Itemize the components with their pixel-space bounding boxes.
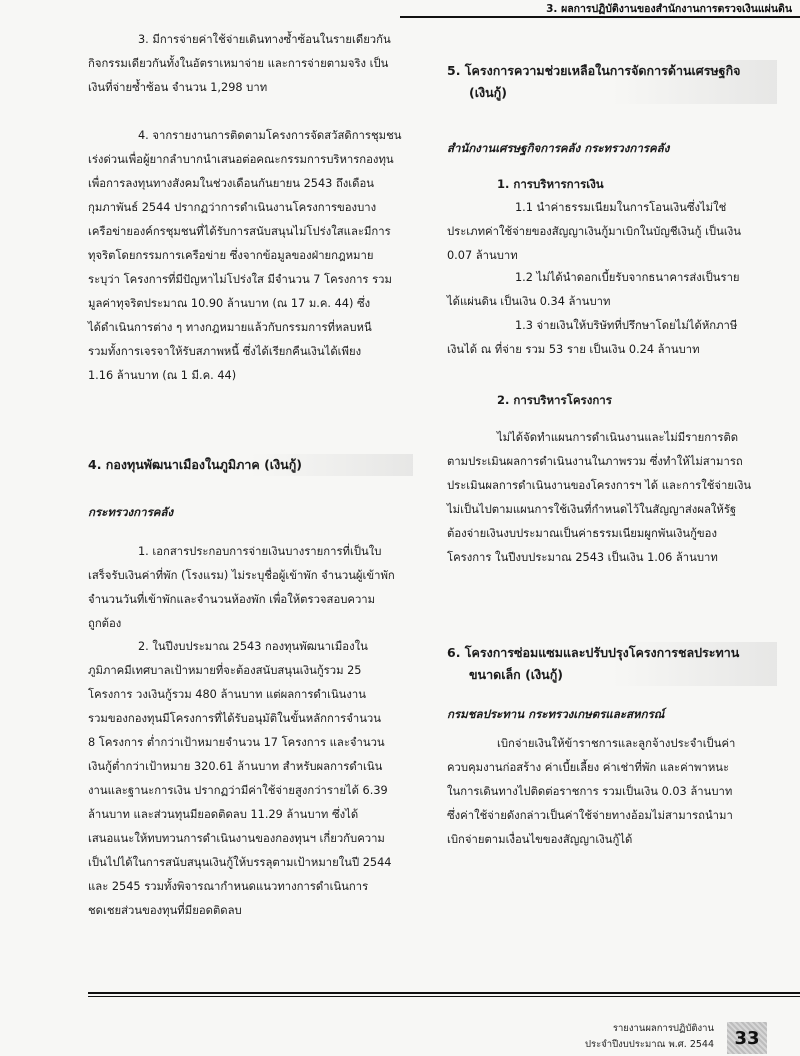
section-5-heading: 5. โครงการความช่วยเหลือในการจัดการด้านเศรษฐกิจ (เงินกู้) <box>447 60 777 104</box>
header-rule <box>400 16 800 18</box>
section-5-agency: สำนักงานเศรษฐกิจการคลัง กระทรวงการคลัง <box>447 141 670 155</box>
paragraph-3: 3. มีการจ่ายค่าใช้จ่ายเดินทางซ้ำซ้อนในรายเดียวกัน กิจกรรมเดียวกันทั้งในอัตราเหมาจ่าย และการจ่ายตามจริง เป็น เงินที่จ่ายซ้ำซ้อน จำนวน 1,298 บาท <box>88 33 391 94</box>
section-6-heading: 6. โครงการซ่อมแซมและปรับปรุงโครงการชลประทาน ขนาดเล็ก (เงินกู้) <box>447 642 777 686</box>
section-4-agency: กระทรวงการคลัง <box>88 505 174 519</box>
section-5-subheading-2: 2. การบริหารโครงการ <box>497 393 612 407</box>
section-5-item-1-1: 1.1 นำค่าธรรมเนียมในการโอนเงินซึ่งไม่ใช่ ประเภทค่าใช้จ่ายของสัญญาเงินกู้มาเบิกในบัญชีเงินกู้ เป็นเงิน 0.07 ล้านบาท <box>447 201 741 262</box>
section-5-item-1-2: 1.2 ไม่ได้นำดอกเบี้ยรับจากธนาคารส่งเป็นราย ได้แผ่นดิน เป็นเงิน 0.34 ล้านบาท <box>447 271 740 308</box>
section-4-heading: 4. กองทุนพัฒนาเมืองในภูมิภาค (เงินกู้) <box>88 454 413 476</box>
section-6-agency: กรมชลประทาน กระทรวงเกษตรและสหกรณ์ <box>447 707 665 721</box>
section-5-subheading-1: 1. การบริหารการเงิน <box>497 177 604 191</box>
section-4-item-1: 1. เอกสารประกอบการจ่ายเงินบางรายการที่เป็นใบ เสร็จรับเงินค่าที่พัก (โรงแรม) ไม่ระบุชื่อผู้เข้าพัก จำนวนผู้เข้าพัก จำนวนวันที่เข้าพักและจำนวนห้องพัก เพื่อให้ตรวจสอบความ ถูกต้อง <box>88 545 395 630</box>
paragraph-4: 4. จากรายงานการติดตามโครงการจัดสวัสดิการชุมชน เร่งด่วนเพื่อผู้ยากลำบากนำเสนอต่อคณะกรรมการบริหารกองทุน เพื่อการลงทุนทางสังคมในช่วงเดือนกันยายน 2543 ถึงเดือน กุมภาพันธ์ 2544 ปรากฏว่าการดำเนินงานโครงการของบาง เครือข่ายองค์กรชุมชนที่ได้รับการสนับสนุนไม่โปร่งใสและมีการ ทุจริตโดยกรรมการเครือข่าย ซึ่งจากข้อมูลของฝ่ายกฎหมาย ระบุว่า โครงการที่มีปัญหาไม่โปร่งใส มีจำนวน 7 โครงการ รวม มูลค่าทุจริตประมาณ 10.90 ล้านบาท (ณ 17 ม.ค. 44) ซึ่ง ได้ดำเนินการต่าง ๆ ทางกฎหมายแล้วกับกรรมการที่หลบหนี รวมทั้งการเจรจาให้รับสภาพหนี้ ซึ่งได้เรียกคืนเงินได้เพียง 1.16 ล้านบาท (ณ 1 มี.ค. 44) <box>88 129 402 382</box>
page-number: 33 <box>727 1022 767 1054</box>
footer-rule <box>88 992 800 997</box>
section-6-item-1: เบิกจ่ายเงินให้ข้าราชการและลูกจ้างประจำเป็นค่า ควบคุมงานก่อสร้าง ค่าเบี้ยเลี้ยง ค่าเช่าที่พัก และค่าพาหนะ ในการเดินทางไปติดต่อราชการ รวมเป็นเงิน 0.03 ล้านบาท ซึ่งค่าใช้จ่ายดังกล่าวเป็นค่าใช้จ่ายทางอ้อมไม่สามารถนำมา เบิกจ่ายตามเงื่อนไขของสัญญาเงินกู้ได้ <box>447 737 736 846</box>
footer-caption: รายงานผลการปฏิบัติงาน ประจำปีงบประมาณ พ.ศ. 2544 <box>584 1023 714 1050</box>
section-5-item-1-3: 1.3 จ่ายเงินให้บริษัทที่ปรึกษาโดยไม่ได้หักภาษี เงินได้ ณ ที่จ่าย รวม 53 ราย เป็นเงิน 0.24 ล้านบาท <box>447 319 738 356</box>
section-5-item-2: ไม่ได้จัดทำแผนการดำเนินงานและไม่มีรายการติด ตามประเมินผลการดำเนินงานในภาพรวม ซึ่งทำให้ไม่สามารถ ประเมินผลการดำเนินงานของโครงการฯ ได้ และการใช้จ่ายเงิน ไม่เป็นไปตามแผนการใช้เงินที่กำหนดไว้ในสัญญาส่งผลให้รัฐ ต้องจ่ายเงินงบประมาณเป็นค่าธรรมเนียมผูกพันเงินกู้ของ โครงการ ในปีงบประมาณ 2543 เป็นเงิน 1.06 ล้านบาท <box>447 431 752 564</box>
running-header: 3. ผลการปฏิบัติงานของสำนักงานการตรวจเงินแผ่นดิน <box>546 3 792 15</box>
section-4-item-2: 2. ในปีงบประมาณ 2543 กองทุนพัฒนาเมืองใน ภูมิภาคมีเทศบาลเป้าหมายที่จะต้องสนับสนุนเงินกู้รวม 25 โครงการ วงเงินกู้รวม 480 ล้านบาท แต่ผลการดำเนินงาน รวมของกองทุนมีโครงการที่ได้รับอนุมัติในขั้นหลักการจำนวน 8 โครงการ ต่ำกว่าเป้าหมายจำนวน 17 โครงการ และจำนวน เงินกู้ต่ำกว่าเป้าหมาย 320.61 ล้านบาท สำหรับผลการดำเนิน งานและฐานะการเงิน ปรากฏว่ามีค่าใช้จ่ายสูงกว่ารายได้ 6.39 ล้านบาท และส่วนทุนมียอดติดลบ 11.29 ล้านบาท ซึ่งได้ เสนอแนะให้ทบทวนการดำเนินงานของกองทุนฯ เกี่ยวกับความ เป็นไปได้ในการสนับสนุนเงินกู้ให้บรรลุตามเป้าหมายในปี 2544 และ 2545 รวมทั้งพิจารณากำหนดแนวทางการดำเนินการ ชดเชยส่วนของทุนที่มียอดติดลบ <box>88 640 392 917</box>
